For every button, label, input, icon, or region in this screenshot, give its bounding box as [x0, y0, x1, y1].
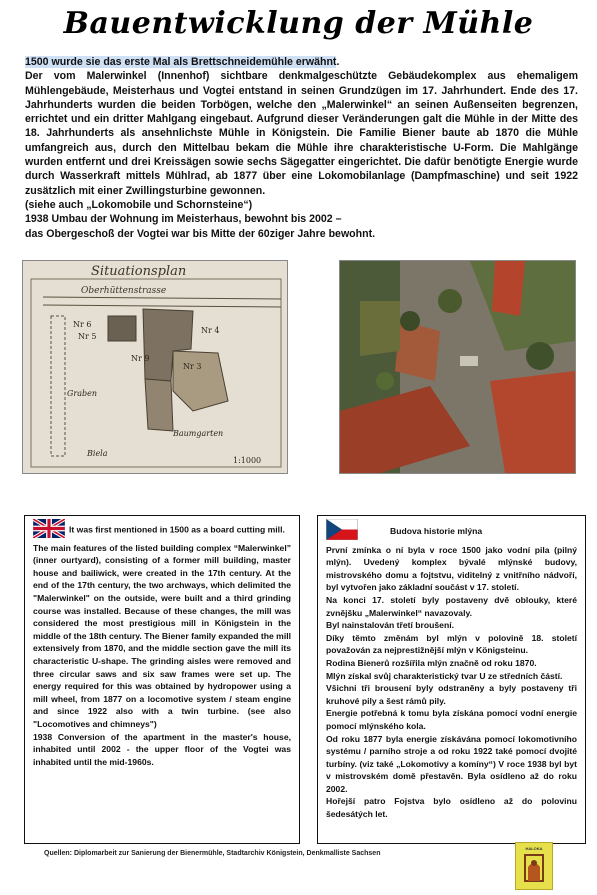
czech-heading: Budova historie mlýna: [390, 525, 483, 536]
svg-text:Baumgarten: Baumgarten: [173, 429, 224, 438]
english-lead: It was first mentioned in 1500 as a board cutting mill.: [33, 519, 291, 542]
uk-flag-icon: [33, 519, 65, 542]
aerial-photo: [339, 260, 576, 474]
german-paragraph-1: Der vom Malerwinkel (Innenhof) sichtbare denkmalgeschützte Gebäudekomplex aus ehemaligem Mühlengebäude, Meisterhaus und Vogtei entstand in seinen Grundzügen im 17. Jahrhundert. Ende des 17. Jahrhunderts wurden die beiden Torbögen, welche den „Malerwinkel“ an seinen Außenseiten begrenzen, errichtet und ein dritter Mahlgang eingebaut. Aufgrund dieser Veränderungen galt die Mühle in der Mitte des 18. Jahrhunderts als ansehnlichste Mühle in Königstein. Die Familie Biener baute ab 1870 die Mühle umfangreich aus, durch den Mittelbau bekam die Mühle ihre charakteristische U-Form. Die Mahlgänge wurden entfernt und drei Kreissägen sowie sechs Sägegatter eingerichtet. Die dafür benötigte Energie wurde durch Wasserkraft mittels Mühlrad, ab 1877 über eine Lokomobilanlage (Dampfmaschine) und seit 1922 zusätzlich mit einer Zwillingsturbine gewonnen.: [25, 70, 578, 197]
plan-street-label: Oberhüttenstrasse: [81, 286, 167, 296]
plan-heading: Situationsplan: [91, 264, 187, 279]
czech-line: Na konci 17. století byly postaveny dvě oblouky, které zvnějšku „Malerwinkel“ navazovaly.: [326, 594, 577, 618]
czech-flag-icon: [326, 519, 358, 544]
svg-text:Graben: Graben: [67, 389, 97, 398]
svg-text:Nr 4: Nr 4: [201, 326, 220, 335]
german-text-block: [25, 55, 578, 241]
svg-text:Biela: Biela: [87, 449, 108, 458]
plan-scale: 1:1000: [233, 456, 262, 465]
english-text-box: [24, 515, 300, 844]
czech-text-box: [317, 515, 586, 844]
site-plan-image: [22, 260, 288, 474]
page-title: Bauentwicklung der Mühle: [63, 6, 534, 41]
roof-shape: [492, 261, 525, 316]
czech-line: Rodina Bienerů rozšířila mlýn značně od roku 1870.: [326, 657, 537, 668]
german-intro: 1500 wurde sie das erste Mal als Brettschneidemühle erwähnt.: [25, 56, 340, 68]
haloka-logo: [515, 842, 553, 890]
czech-line: Energie potřebná k tomu byla získána pomocí vodní energie pomocí mlýnského kola.: [326, 708, 577, 731]
czech-line: Od roku 1877 byla energie získávána pomocí lokomotivního systému / parního stroje a od roku 1922 také pomocí dvojité turbíny. (viz také „Lokomotivy a komíny“) V roce 1938 byl byt v mistrovském domě přestavěn. Byla osídleno až do roku 2002.: [326, 733, 577, 794]
czech-line: Všichni tři brousení byly odstraněny a byly postaveny tři kruhové pily a šest rámů pily.: [326, 683, 577, 706]
czech-line: Díky těmto změnám byl mlýn v polovině 18. století považován za nejprestižnější mlýn v Königsteinu.: [326, 632, 577, 656]
czech-heading-row: [326, 519, 577, 544]
aerial-photo-drawing: [340, 261, 575, 473]
czech-line: Hořejší patro Fojstva bylo osídleno až do polovinu šedesátých let.: [326, 796, 577, 820]
logo-emblem-icon: [516, 843, 552, 889]
svg-text:Nr 3: Nr 3: [183, 362, 202, 371]
roof-shape: [395, 321, 440, 381]
german-paragraph-2: (siehe auch „Lokomobile und Schornsteine“): [25, 198, 253, 211]
logo-label: HALOKA: [525, 846, 543, 851]
svg-text:Nr 5: Nr 5: [78, 332, 97, 341]
czech-line: Mlýn získal svůj charakteristický tvar U ze středních částí.: [326, 670, 563, 681]
german-paragraph-4: das Obergeschoß der Vogtei war bis Mitte der 60ziger Jahre bewohnt.: [25, 227, 376, 240]
highlighted-sentence: 1500 wurde sie das erste Mal als Brettschneidemühle erwähnt: [25, 56, 337, 68]
svg-text:Nr 9: Nr 9: [131, 354, 150, 363]
svg-text:Nr 6: Nr 6: [73, 320, 92, 329]
site-plan-drawing: [23, 261, 287, 473]
house-shape: [108, 316, 136, 341]
roof-shape: [490, 371, 575, 473]
vogtei-building-shape: [145, 379, 173, 431]
german-paragraph-3: 1938 Umbau der Wohnung im Meisterhaus, bewohnt bis 2002 –: [25, 213, 342, 226]
english-tail: 1938 Conversion of the apartment in the master's house, inhabited until 2002 - the upper floor of the Vogtei was inhabited until the mid-1960s.: [33, 731, 291, 767]
sources-footer: Quellen: Diplomarbeit zur Sanierung der Bienermühle, Stadtarchiv Königstein, Denkmalliste Sachsen: [44, 850, 381, 857]
czech-line: První zmínka o ní byla v roce 1500 jako vodní pila (pilný mlýn). Uvedený komplex bývalé mlýnské budovy, mistrovského domu a fojtstvu, viditelný z vnitřního nádvoří, byl vytvořen jako základní součást v 17. století.: [326, 544, 577, 593]
english-body: The main features of the listed building complex “Malerwinkel” (inner ourtyard), consisting of a former mill building, master house and bailiwick, were created in the 17th century. At the end of the 17th century, the two archways, which delimited the "Malerwinkel" on the outside, were built and a third grinding course was installed. Because of these changes, the mill was considered the most prestigious mill in Königstein in the middle of the 18th century. The Biener family expanded the mill extensively from 1870, and the middle section gave the mill its characteristic U-shape. The grinding aisles were removed and three circular saws and six saw frames were set up. The energy required for this was obtained by hydropower using a mill wheel, from 1877 on a locomotive system / steam engine and since 1922 also with a twin turbine. (see also "Locomotives and chimneys"): [33, 542, 291, 729]
czech-line: Byl nainstalován třetí broušení.: [326, 620, 454, 631]
